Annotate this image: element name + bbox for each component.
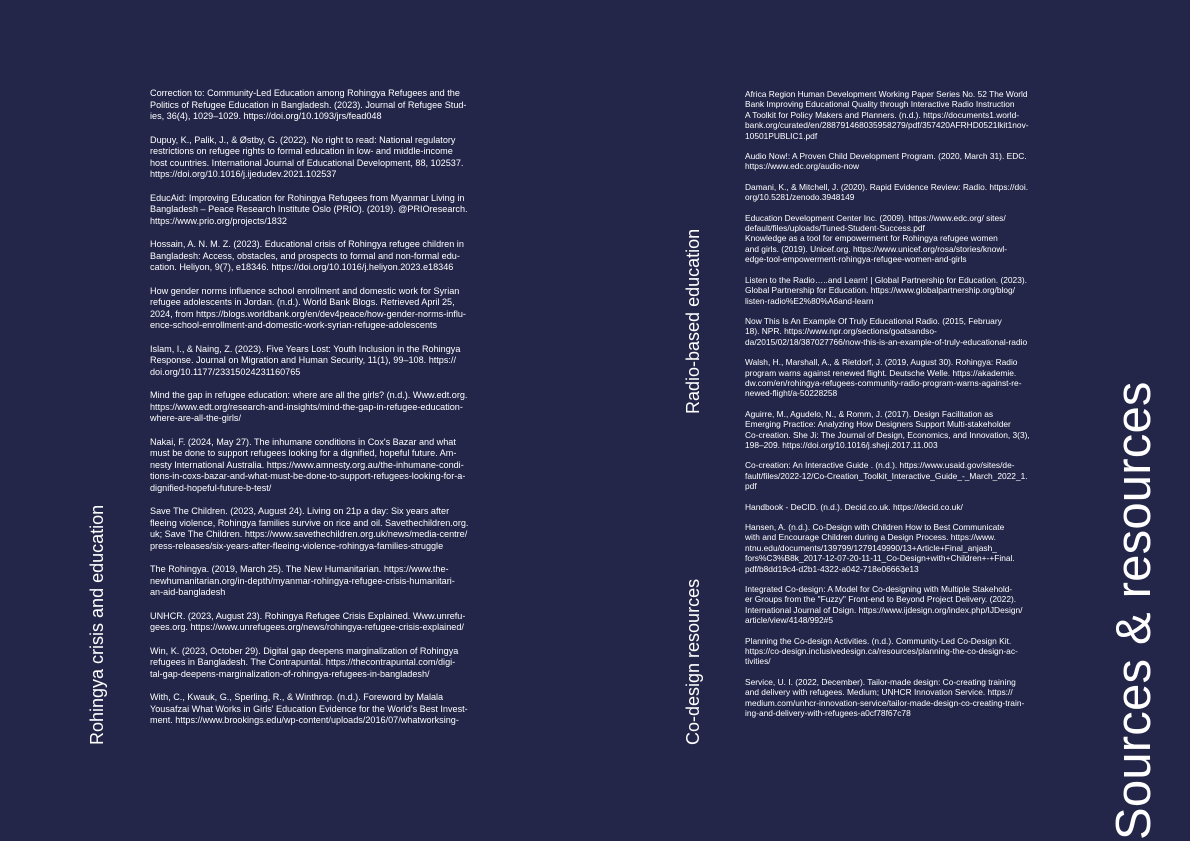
reference-item: EducAid: Improving Education for Rohingya Refugees from Myanmar Living in Bangladesh – Peace Research Institute Oslo (PRIO). (2019). @PRIOresearch. https://www.prio.org/projects/1832 <box>150 192 468 226</box>
reference-item: The Rohingya. (2019, March 25). The New Humanitarian. https://www.the- newhumanitarian.org/in-depth/myanmar-rohingya-refugee-crisis-humanitari- an-aid-bangladesh <box>150 564 455 597</box>
reference-item: Hansen, A. (n.d.). Co-Design with Children How to Best Communicate with and Encourage Children during a Design Process. https://www. ntnu.edu/documents/139799/1279149990/13+Article+Final_anjash_ fors%C3%B8k_2017-12-07-20-11-11_Co-Design+with+Children+-+Final. pdf/b8dd19c4-d2b1-4322-a042-718e06663e13 <box>745 522 1015 574</box>
reference-item: Service, U. I. (2022, December). Tailor-made design: Co-creating training and delivery with refugees. Medium; UNHCR Innovation Service. https:// medium.com/unhcr-innovation-service/tailor-made-design-co-creating-train- ing-and-delivery-with-refugees-a0cf78f67c78 <box>745 676 1025 719</box>
reference-item: Aguirre, M., Agudelo, N., & Romm, J. (2017). Design Facilitation as Emerging Practice: Analyzing How Designers Support Multi-stakeholder Co-creation. She Ji: The Journal of Design, Economics, and Innovation, 3(3), 198–209. https://doi.org/10.1016/j.sheji.2017.11.003 <box>745 408 1030 450</box>
rohingya-reference-list <box>150 88 515 739</box>
reference-item: Hossain, A. N. M. Z. (2023). Educational crisis of Rohingya refugee children in Bangladesh: Access, obstacles, and prospects to formal and non-formal edu- cation. Heliyon, 9(7), e18346. https://doi.org/10.1016/j.heliyon.2023.e18346 <box>150 239 464 272</box>
section-heading-radio: Radio-based education <box>683 228 703 414</box>
page-title: Sources & resources <box>1107 381 1161 840</box>
reference-item: Now This Is An Example Of Truly Educational Radio. (2015, February 18). NPR. https://www.npr.org/sections/goatsandso- da/2015/02/18/387027766/now-this-is-an-example-of-truly-educational-radio <box>745 315 1028 347</box>
reference-item: Education Development Center Inc. (2009). https://www.edc.org/ sites/ default/files/uploads/Tuned-Student-Success.pdf Knowledge as a tool for empowerment for Rohingya refugee women and girls. (2019). Unicef.org. https://www.unicef.org/rosa/stories/knowl- edge-tool-empowerment-rohingya-refugee-women-and-girls <box>745 212 1008 265</box>
reference-item: Dupuy, K., Palik, J., & Østby, G. (2022). No right to read: National regulatory restrictions on refugee rights to formal education in low- and middle-income host countries. International Journal of Educational Development, 88, 102537. https://doi.org/10.1016/j.ijedudev.2021.102537 <box>150 134 464 179</box>
radio-codesign-reference-list <box>745 89 1060 729</box>
reference-item: Integrated Co-design: A Model for Co-designing with Multiple Stakehold- er Groups from the "Fuzzy" Front-end to Beyond Project Delivery. (2022). International Journal of Dsign. https://www.ijdesign.org/index.php/IJDesign/ article/view/4148/992#5 <box>745 584 1023 626</box>
reference-item: Mind the gap in refugee education: where are all the girls? (n.d.). Www.edt.org. https://www.edt.org/research-and-insights/mind-the-gap-in-refugee-education- where-are-all-the-girls/ <box>150 390 468 423</box>
reference-item: Win, K. (2023, October 29). Digital gap deepens marginalization of Rohingya refugees in Bangladesh. The Contrapuntal. https://thecontrapuntal.com/digi- tal-gap-deepens-marginalization-of-rohingya-refugees-in-bangladesh/ <box>150 645 459 679</box>
reference-item: Save The Children. (2023, August 24). Living on 21p a day: Six years after fleeing violence, Rohingya families survive on rice and oil. Savethechildren.org. uk; Save The Children. https://www.savethechildren.org.uk/news/media-centre/ press-releases/six-years-after-fleeing-violence-rohingya-families-struggle <box>150 506 469 551</box>
reference-item: UNHCR. (2023, August 23). Rohingya Refugee Crisis Explained. Www.unrefu- gees.org. https://www.unrefugees.org/news/rohingya-refugee-crisis-explained/ <box>150 610 466 632</box>
reference-item: Islam, I., & Naing, Z. (2023). Five Years Lost: Youth Inclusion in the Rohingya Response. Journal on Migration and Human Security, 11(1), 99–108. https:// doi.org/10.1177/23315024231160765 <box>150 343 461 377</box>
reference-item: Audio Now!: A Proven Child Development Program. (2020, March 31). EDC. https://www.edc.org/audio-now <box>745 151 1027 172</box>
reference-item: Walsh, H., Marshall, A., & Rietdorf, J. (2019, August 30). Rohingya: Radio program warns against renewed flight. Deutsche Welle. https://akademie. dw.com/en/rohingya-refugees-community-radio-program-warns-against-re- newed-flight/a-50228258 <box>745 357 1022 399</box>
reference-item: Planning the Co-design Activities. (n.d.). Community-Led Co-Design Kit. https://co-design.inclusivedesign.ca/resources/planning-the-co-design-ac- tivities/ <box>745 635 1018 667</box>
reference-item: Damani, K., & Mitchell, J. (2020). Rapid Evidence Review: Radio. https://doi. org/10.5281/zenodo.3948149 <box>745 181 1029 203</box>
reference-item: Co-creation: An Interactive Guide . (n.d.). https://www.usaid.gov/sites/de- fault/files/2022-12/Co-Creation_Toolkit_Interactive_Guide_-_March_2022_1. pdf <box>745 460 1028 492</box>
reference-item: Nakai, F. (2024, May 27). The inhumane conditions in Cox's Bazar and what must be done to support refugees looking for a dignified, hopeful future. Am- nesty International Australia. https://www.amnesty.org.au/the-inhumane-condi- tions-in-coxs-bazar-and-what-must-be-done-to-support-refugees-looking-for-a- dignified-hopeful-future-b-test/ <box>150 436 466 493</box>
reference-item: Listen to the Radio…..and Learn! | Global Partnership for Education. (2023). Global Partnership for Education. https://www.globalpartnership.org/blog/ listen-radio%E2%80%A6and-learn <box>745 274 1027 306</box>
reference-item: Correction to: Community-Led Education among Rohingya Refugees and the Politics of Refugee Education in Bangladesh. (2023). Journal of Refugee Stud- ies, 36(4), 1029–1029. https://doi.org/10.1093/jrs/fead048 <box>150 88 467 121</box>
reference-item: With, C., Kwauk, G., Sperling, R., & Winthrop. (n.d.). Foreword by Malala Yousafzai What Works in Girls' Education Evidence for the World's Best Invest- ment. https://www.brookings.edu/wp-content/uploads/2016/07/whatworksing- <box>150 692 468 725</box>
reference-item: Africa Region Human Development Working Paper Series No. 52 The World Bank Improving Educational Quality through Interactive Radio Instruction A Toolkit for Policy Makers and Planners. (n.d.). https://documents1.world- bank.org/curated/en/288791468035958279/pdf/357420AFRHD0521lkit1nov- 10501PUBLIC1.pdf <box>745 89 1029 141</box>
section-heading-codesign: Co-design resources <box>683 578 703 745</box>
reference-item: Handbook - DeCID. (n.d.). Decid.co.uk. https://decid.co.uk/ <box>745 501 963 512</box>
reference-item: How gender norms influence school enrollment and domestic work for Syrian refugee adolescents in Jordan. (n.d.). World Bank Blogs. Retrieved April 25, 2024, from https://blogs.worldbank.org/en/dev4peace/how-gender-norms-influ- ence-school-enrollment-and-domestic-work-syrian-refugee-adolescents <box>150 285 466 330</box>
section-heading-rohingya: Rohingya crisis and education <box>87 504 107 745</box>
